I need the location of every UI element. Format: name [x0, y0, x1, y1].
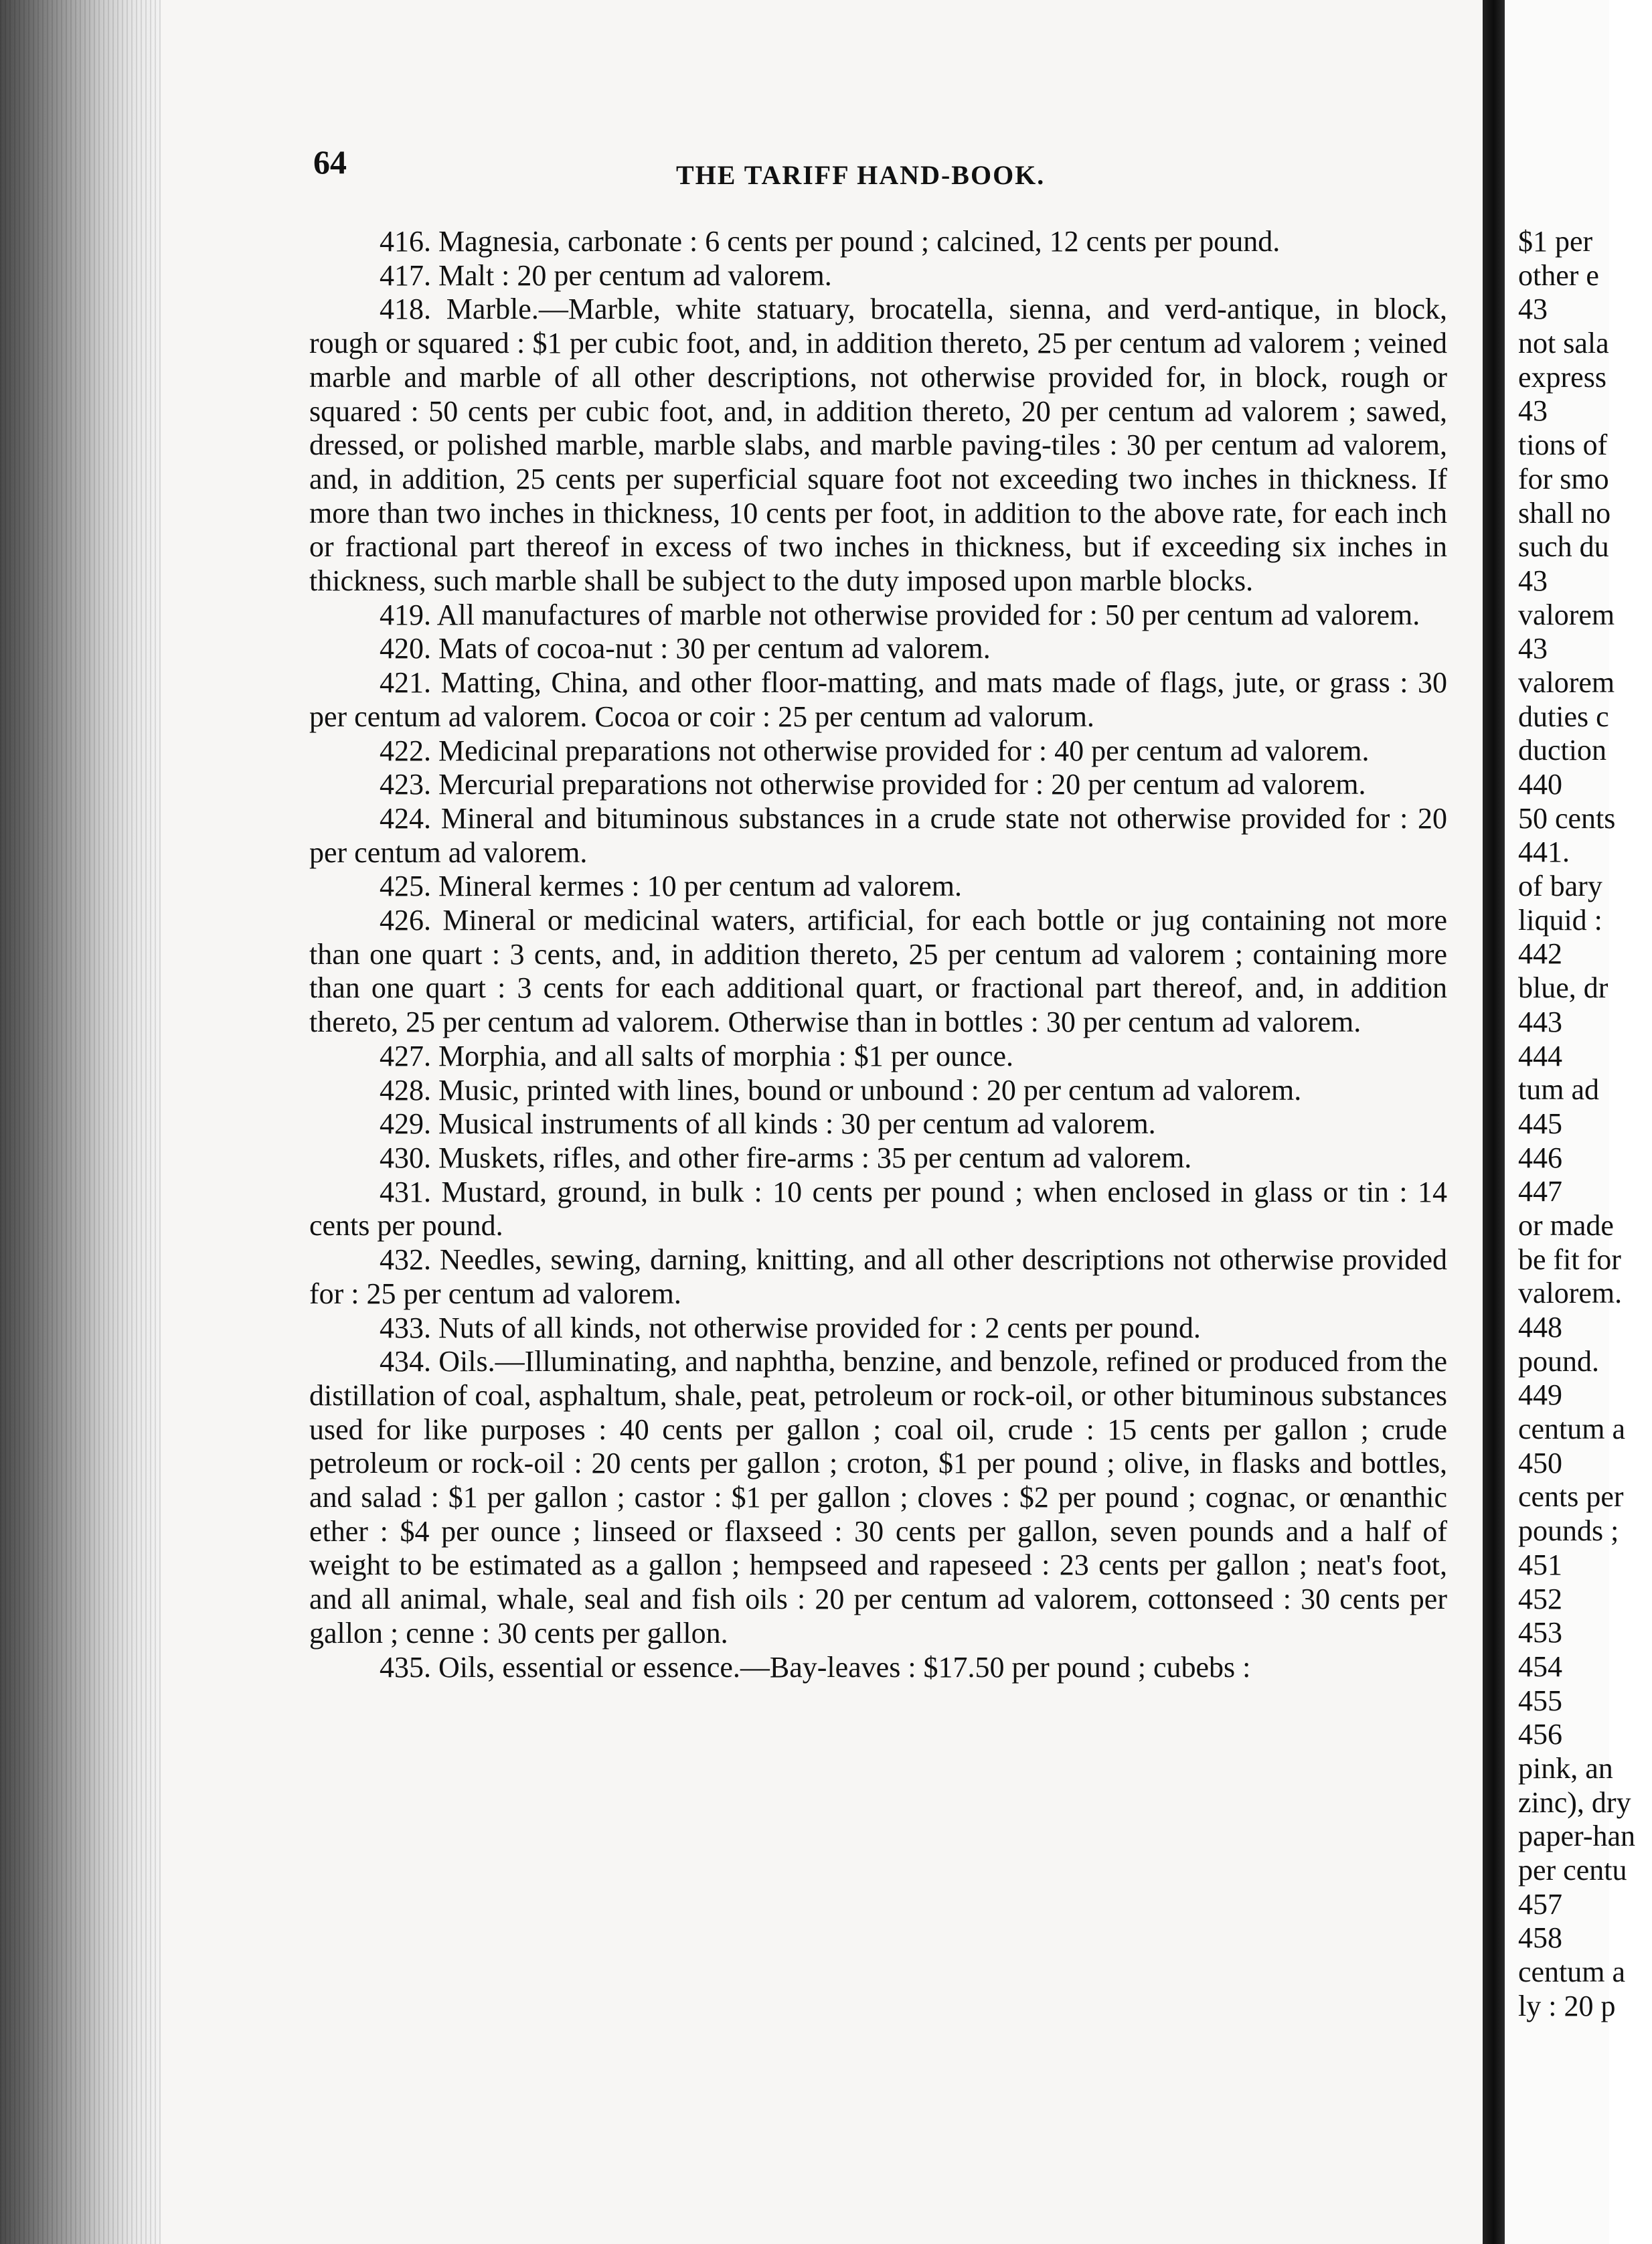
facing-page-line: 50 cents — [1518, 801, 1616, 835]
tariff-entries — [309, 225, 1447, 1684]
entry: 422. Medicinal preparations not otherwise provided for : 40 per centum ad valorem. — [380, 734, 1370, 767]
facing-page-line: zinc), dry — [1518, 1785, 1631, 1819]
entry: 432. Needles, sewing, darning, knitting, and all other descriptions not otherwise provided for : 25 per centum ad valorem. — [309, 1243, 1447, 1310]
facing-page-line: centum a — [1518, 1413, 1626, 1446]
facing-page-line: centum a — [1518, 1955, 1626, 1989]
facing-page-line: tions of — [1518, 428, 1608, 462]
entry: 426. Mineral or medicinal waters, artificial, for each bottle or jug containing not more than one quart : 3 cents, and, in addition thereto, 25 per centum ad valorem ; containing more than one quart : 3 cents for each additional quart, or fractional part thereof, and, in addition thereto, 25 per centum ad valorem. Otherwise than in bottles : 30 per centum ad valorem. — [309, 904, 1447, 1039]
facing-page-line: blue, dr — [1518, 971, 1608, 1005]
facing-page-line: pounds ; — [1518, 1514, 1619, 1548]
facing-page-line: 43 — [1518, 632, 1548, 665]
entry: 418. Marble.—Marble, white statuary, brocatella, sienna, and verd-antique, in block, rough or squared : $1 per cubic foot, and, in addition thereto, 25 per centum ad valorem ; veined marble and marble of all other descriptions, not otherwise provided for, in block, rough or squared : 50 cents per cubic foot, and, in addition thereto, 20 per centum ad valorem ; sawed, dressed, or polished marble, marble slabs, and marble paving-tiles : 30 per centum ad valorem, and, in addition, 25 cents per superficial square foot not exceeding two inches in thickness. If more than two inches in thickness, 10 cents per foot, in addition to the above rate, for each inch or fractional part thereof in excess of two inches in thickness, but if exceeding six inches in thickness, such marble shall be subject to the duty imposed upon marble blocks. — [309, 293, 1447, 598]
facing-page-line: liquid : — [1518, 903, 1602, 937]
facing-page-line: 444 — [1518, 1039, 1562, 1072]
facing-page-line: other e — [1518, 258, 1599, 292]
facing-page-line: 454 — [1518, 1650, 1562, 1683]
facing-page-line: valorem — [1518, 598, 1615, 631]
facing-page-line: 43 — [1518, 293, 1548, 326]
entry: 428. Music, printed with lines, bound or unbound : 20 per centum ad valorem. — [380, 1073, 1302, 1107]
running-head: THE TARIFF HAND-BOOK. — [676, 160, 1046, 190]
facing-page-line: 456 — [1518, 1718, 1562, 1751]
facing-page-line: 451 — [1518, 1548, 1562, 1581]
facing-page-line: per centu — [1518, 1854, 1627, 1887]
facing-page-line: 442 — [1518, 937, 1562, 971]
facing-page-line: 43 — [1518, 394, 1548, 428]
facing-page-line: 455 — [1518, 1684, 1562, 1717]
facing-page-line: $1 per — [1518, 225, 1593, 258]
facing-page-line: such du — [1518, 530, 1609, 564]
facing-page-line: 446 — [1518, 1141, 1562, 1174]
facing-page-line: express — [1518, 360, 1606, 394]
facing-page-line: 457 — [1518, 1887, 1562, 1921]
entry: 416. Magnesia, carbonate : 6 cents per pound ; calcined, 12 cents per pound. — [380, 225, 1281, 258]
facing-page-line: pound. — [1518, 1344, 1599, 1378]
facing-page-line: or made — [1518, 1208, 1614, 1242]
facing-page-line: ly : 20 p — [1518, 1989, 1616, 2022]
facing-page-line: duction — [1518, 734, 1606, 767]
facing-page-line: of bary — [1518, 870, 1602, 903]
entry: 434. Oils.—Illuminating, and naphtha, benzine, and benzole, refined or produced from the distillation of coal, asphaltum, shale, peat, petroleum or rock-oil, or other bituminous substances used for like purposes : 40 cents per gallon ; coal oil, crude : 15 cents per gallon ; crude petroleum or rock-oil : 20 cents per gallon ; croton, $1 per pound ; olive, in flasks and bottles, and salad : $1 per gallon ; castor : $1 per gallon ; cloves : $2 per pound ; cognac, or œnanthic ether : $4 per ounce ; linseed or flaxseed : 30 cents per gallon, seven pounds and a half of weight to be estimated as a gallon ; hempseed and rapeseed : 23 cents per gallon ; neat's foot, and all animal, whale, seal and fish oils : 20 per centum ad valorem, cottonseed : 30 cents per gallon ; cenne : 30 cents per gallon. — [309, 1345, 1447, 1650]
facing-page-line: 458 — [1518, 1921, 1562, 1955]
facing-page-line: valorem. — [1518, 1277, 1623, 1310]
entry: 417. Malt : 20 per centum ad valorem. — [380, 258, 832, 292]
entry: 435. Oils, essential or essence.—Bay-leaves : $17.50 per pound ; cubebs : — [380, 1650, 1251, 1684]
facing-page-line: not sala — [1518, 327, 1609, 360]
facing-page-line: tum ad — [1518, 1073, 1599, 1107]
facing-page-line: 453 — [1518, 1616, 1562, 1650]
facing-page-line: 43 — [1518, 564, 1548, 597]
facing-page-line: shall no — [1518, 496, 1611, 530]
facing-page-line: for smo — [1518, 462, 1609, 495]
entry: 423. Mercurial preparations not otherwise provided for : 20 per centum ad valorem. — [380, 768, 1366, 801]
entry: 425. Mineral kermes : 10 per centum ad valorem. — [380, 870, 962, 903]
facing-page-line: 443 — [1518, 1005, 1562, 1038]
facing-page-line: 447 — [1518, 1175, 1562, 1208]
facing-page-line: valorem — [1518, 665, 1615, 699]
entry: 419. All manufactures of marble not otherwise provided for : 50 per centum ad valorem. — [380, 598, 1420, 631]
facing-page-line: pink, an — [1518, 1751, 1613, 1785]
entry: 420. Mats of cocoa-nut : 30 per centum ad valorem. — [380, 632, 991, 665]
facing-page-line: be fit for — [1518, 1243, 1621, 1276]
facing-page-line: 449 — [1518, 1378, 1562, 1412]
page-number: 64 — [313, 143, 347, 181]
facing-page-line: 440 — [1518, 768, 1562, 801]
entry: 430. Muskets, rifles, and other fire-arms : 35 per centum ad valorem. — [380, 1141, 1192, 1174]
facing-page-line: 445 — [1518, 1107, 1562, 1140]
entry: 421. Matting, China, and other floor-matting, and mats made of flags, jute, or grass : 30 per centum ad valorem. Cocoa or coir : 25 per centum ad valorum. — [309, 666, 1447, 733]
facing-page-line: 448 — [1518, 1311, 1562, 1344]
entry: 424. Mineral and bituminous substances in a crude state not otherwise provided for : 20 per centum ad valorem. — [309, 801, 1447, 869]
facing-page-line: 452 — [1518, 1582, 1562, 1615]
entry: 431. Mustard, ground, in bulk : 10 cents per pound ; when enclosed in glass or tin : 14 cents per pound. — [309, 1175, 1447, 1243]
entry: 433. Nuts of all kinds, not otherwise provided for : 2 cents per pound. — [380, 1311, 1201, 1344]
facing-page-line: duties c — [1518, 700, 1609, 733]
entry: 429. Musical instruments of all kinds : 30 per centum ad valorem. — [380, 1107, 1156, 1141]
book-page-edges — [0, 0, 161, 2244]
facing-page-line: cents per — [1518, 1480, 1624, 1514]
facing-page-line: 450 — [1518, 1446, 1562, 1479]
facing-page-line: 441. — [1518, 835, 1570, 869]
book-gutter — [1483, 0, 1505, 2244]
entry: 427. Morphia, and all salts of morphia : $1 per ounce. — [380, 1039, 1014, 1072]
facing-page-line: paper-han — [1518, 1820, 1636, 1853]
facing-page-text — [1518, 225, 1652, 2023]
